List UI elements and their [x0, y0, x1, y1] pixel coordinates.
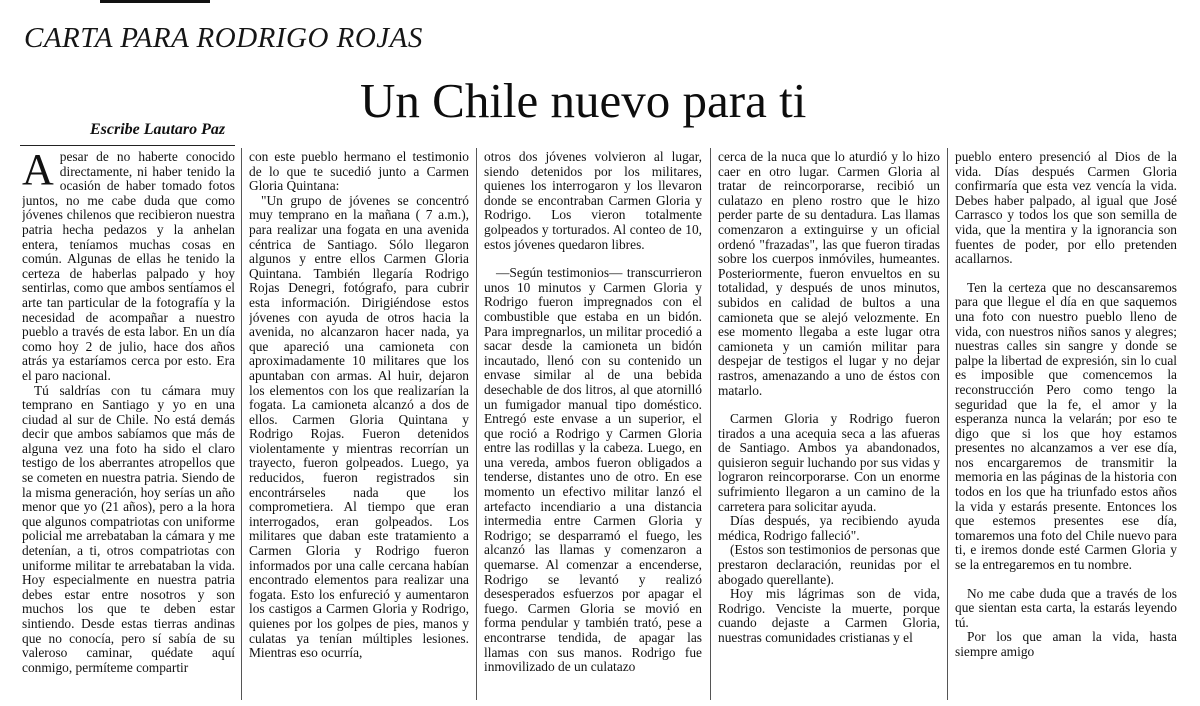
column-3-paragraph-1: otros dos jóvenes volvieron al lugar, siendo detenidos por los militares, quienes los interrogaron y los llevaron donde se encontraban Carmen Gloria y Rodrigo. Los vieron totalmente golpeados y torturados. Al conteo de 10, estos jóvenes quedaron libres.	[484, 150, 702, 252]
column-separator	[947, 148, 948, 700]
article-column-5	[955, 150, 1177, 700]
column-5-paragraph-2: Ten la certeza que no descansaremos para que llegue el día en que saquemos una foto con nuestro pueblo lleno de vida, con nuestros niños sanos y alegres; nuestras calles sin sangre y donde se palpe la libertad de expresión, sin lo cual es imposible que comencemos la reconstrucción Pero como tengo la seguridad que la fe, el amor y la esperanza nunca la velarán; por eso te digo que si los que hoy estamos presentes no alcanzamos a ver ese día, nos encargaremos de transmitir la memoria en las páginas de la historia con todos en los que ha triunfado estos años la vida y estarás presente. Entonces los que estemos presentes ese día, tomaremos una foto del Chile nuevo para ti, e iremos donde esté Carmen Gloria y se la entregaremos en tu nombre.	[955, 279, 1177, 573]
column-5-paragraph-4: Por los que aman la vida, hasta siempre amigo	[955, 629, 1177, 659]
byline: Escribe Lautaro Paz	[90, 121, 226, 138]
column-4-paragraph-4: (Estos son testimonios de personas que prestaron declaración, reunidas por el abogado querellante).	[718, 542, 940, 587]
section-kicker: CARTA PARA RODRIGO ROJAS	[24, 22, 423, 54]
column-5-paragraph-3: No me cabe duda que a través de los que sientan esta carta, la estarás leyendo tú.	[955, 585, 1177, 630]
column-1-paragraph-1: Apesar de no haberte conocido directamente, ni haber tenido la ocasión de haber tomado fotos juntos, no me cabe duda que como jóvenes chilenos que recibieron nuestra patria hecha pedazos y la anhelan entera, teníamos muchas cosas en común. Algunas de ellas he tenido la certeza de haberlas palpado y hoy sentirlas, como que ambos sentíamos el arte tan particular de la fotografía y la necesidad de acompañar a nuestro pueblo a través de esta labor. En un día como hoy 2 de julio, hace dos años atrás ya estaríamos cerca por esto. Era el paro nacional.	[22, 150, 235, 383]
column-5-paragraph-1: pueblo entero presenció al Dios de la vida. Días después Carmen Gloria confirmaría que esta vez vencía la vida. Debes haber palpado, al igual que José Carrasco y todos los que son semilla de vida, que la mentira y la ignorancia son fuentes de poder, por ello pretenden acallarnos.	[955, 150, 1177, 267]
column-4-paragraph-3: Días después, ya recibiendo ayuda médica, Rodrigo falleció".	[718, 513, 940, 543]
column-1-paragraph-2: Tú saldrías con tu cámara muy temprano en Santiago y yo en una ciudad al sur de Chile. No está demás decir que ambos sabíamos que más de alguna vez una foto ha sido el claro testigo de los aberrantes atropellos que se cometen en nuestra patria. Siendo de la misma generación, hoy serías un año menor que yo (21 años), pero a la hora que algunos compatriotas con uniforme policial me arrebataban la cámara y me detenían, a ti, otros compatriotas con uniforme militar te arrebataban la vida. Hoy especialmente en nuestra patria debes estar entre nosotros y son muchos los que te deben estar sintiendo. Desde estas tierras andinas que no conocía, pero sí sabía de su valeroso caminar, quédate aquí conmigo, permíteme compartir	[22, 382, 235, 675]
column-2-paragraph-2: "Un grupo de jóvenes se concentró muy temprano en la mañana ( 7 a.m.), para realizar una fogata en una avenida céntrica de Santiago. Sólo llegaron algunos y entre ellos Carmen Gloria Quintana. También llegaría Rodrigo Rojas Denegri, fotógrafo, para cubrir esta información. Dirigiéndose estos jóvenes con ayuda de otros hacia la avenida, no alcanzaron hacer nada, ya que apareció una camioneta con aproximadamente 10 militares que los apuntaban con armas. Al huir, dejaron los elementos con los que realizarían la fogata. La camioneta alcanzó a dos de ellos. Carmen Gloria Quintana y Rodrigo Rojas. Fueron detenidos violentamente y mientras recorrían un trayecto, fueron golpeados. Luego, ya reducidos, fueron registrados sin encontrárseles nada que los comprometiera. Al tiempo que eran interrogados, eran golpeados. Los militares que daban este tratamiento a Carmen Gloria y Rodrigo fueron informados por una calle cercana habían encontrado elementos para realizar una fogata. Esto los enfureció y aumentaron los castigos a Carmen Gloria y Rodrigo, quienes por los golpes de pies, manos y culatas ya tenían múltiples lesiones. Mientras eso ocurría,	[249, 192, 469, 661]
article-headline: Un Chile nuevo para ti	[360, 73, 807, 128]
article-column-1	[22, 150, 235, 700]
column-4-paragraph-2: Carmen Gloria y Rodrigo fueron tirados a una acequia seca a las afueras de Santiago. Ambos ya abandonados, quisieron seguir luchando por sus vidas y lograron reincorporarse. Con un enorme sufrimiento llegaron a un camino de la carretera para solicitar ayuda.	[718, 411, 940, 514]
drop-cap: A	[22, 150, 54, 194]
article-column-3	[484, 150, 702, 700]
column-separator	[710, 148, 711, 700]
column-separator	[241, 148, 242, 700]
column-2-paragraph-1: con este pueblo hermano el testimonio de lo que te sucedió junto a Carmen Gloria Quintana:	[249, 150, 469, 194]
column-4-paragraph-5: Hoy mis lágrimas son de vida, Rodrigo. Venciste la muerte, porque cuando dejaste a Carmen Gloria, nuestras comunidades cristianas y el	[718, 586, 940, 645]
column-separator	[476, 148, 477, 700]
column-4-paragraph-1: cerca de la nuca que lo aturdió y lo hizo caer en otro lugar. Carmen Gloria al tratar de reincorporarse, recibió un culatazo en pleno rostro que le hizo perder parte de su dentadura. Las llamas comenzaron a extinguirse y un oficial ordenó "frazadas", las que fueron tiradas sobre los cuerpos inmóviles, humeantes. Posteriormente, fueron envueltos en su totalidad, y después de unos minutos, subidos en calidad de bultos a una camioneta que se alejó velozmente. En ese momento llegaba a este lugar otra camioneta y un camión militar para despejar de testigos el lugar y no dejar rastros, amenazando a uno de éstos con matarlo.	[718, 150, 940, 398]
column-3-paragraph-2: —Según testimonios— transcurrieron unos 10 minutos y Carmen Gloria y Rodrigo fueron impregnados con el combustible que estaba en un bidón. Para impregnarlos, un militar procedió a sacar desde la camioneta un bidón incautado, llenó con su contenido un envase similar al de una bebida desechable de dos litros, al que atornilló un fumigador manual tipo doméstico. Entregó este envase a un superior, el que roció a Rodrigo y Carmen Gloria entre las rodillas y la cabeza. Luego, en una vereda, ambos fueron obligados a tenderse, distantes uno de otro. En ese momento un efectivo militar lanzó el artefacto incendiario a una distancia intermedia entre Carmen Gloria y Rodrigo; se desparramó el fuego, les alcanzó las llamas y comenzaron a quemarse. Al comenzar a encenderse, Rodrigo se levantó y realizó desesperados esfuerzos por apagar el fuego. Carmen Gloria se movió en forma pendular y también trató, pese a encontrarse tendida, de apagar las llamas con sus manos. Rodrigo fue inmovilizado de un culatazo	[484, 265, 702, 675]
top-rule	[100, 0, 210, 3]
byline-rule	[20, 145, 235, 146]
article-column-2	[249, 150, 469, 700]
article-column-4	[718, 150, 940, 700]
